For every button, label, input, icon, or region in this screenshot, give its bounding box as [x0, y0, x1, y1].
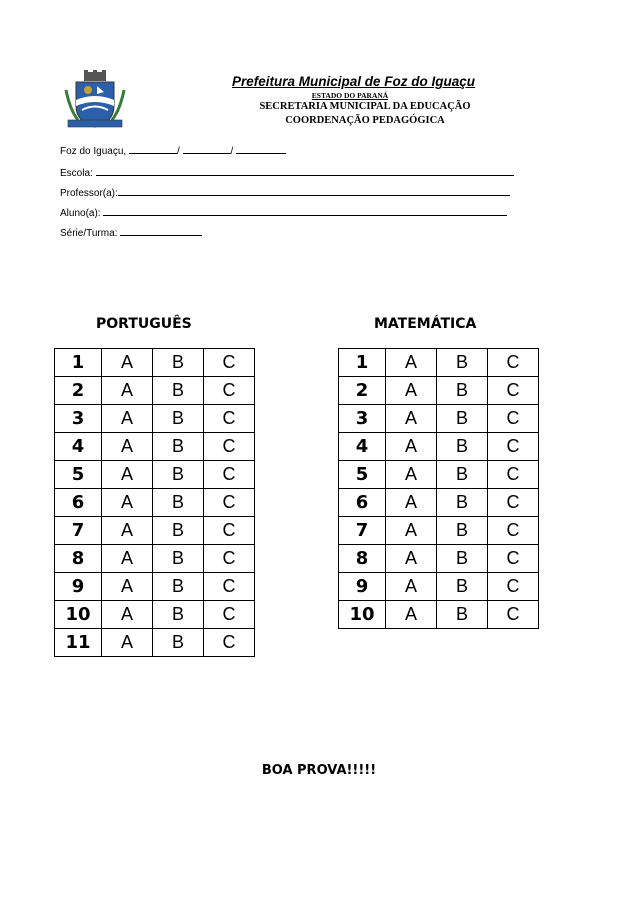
- portugues-title: PORTUGUÊS: [96, 316, 192, 332]
- question-number: 9: [55, 573, 102, 601]
- answer-option[interactable]: C: [488, 573, 539, 601]
- answer-option[interactable]: A: [386, 517, 437, 545]
- year-blank[interactable]: [236, 144, 286, 154]
- question-number: 1: [339, 349, 386, 377]
- answer-option[interactable]: B: [153, 349, 204, 377]
- answer-option[interactable]: A: [386, 461, 437, 489]
- date-field: [60, 144, 286, 157]
- answer-row: [339, 377, 539, 405]
- answer-option[interactable]: C: [204, 349, 255, 377]
- answer-row: [339, 433, 539, 461]
- question-number: 4: [55, 433, 102, 461]
- answer-option[interactable]: B: [153, 601, 204, 629]
- answer-option[interactable]: C: [204, 433, 255, 461]
- answer-row: [339, 489, 539, 517]
- answer-row: [55, 545, 255, 573]
- answer-row: [339, 573, 539, 601]
- question-number: 7: [339, 517, 386, 545]
- answer-option[interactable]: B: [153, 433, 204, 461]
- matematica-title: MATEMÁTICA: [374, 316, 477, 332]
- student-label: Aluno(a):: [60, 208, 101, 219]
- answer-row: [55, 461, 255, 489]
- farewell-message: BOA PROVA!!!!!: [261, 763, 377, 778]
- answer-row: [339, 545, 539, 573]
- student-blank[interactable]: [103, 206, 507, 216]
- question-number: 9: [339, 573, 386, 601]
- answer-option[interactable]: A: [386, 545, 437, 573]
- answer-option[interactable]: A: [102, 405, 153, 433]
- answer-option[interactable]: A: [386, 573, 437, 601]
- answer-option[interactable]: B: [437, 461, 488, 489]
- coat-of-arms-icon: [64, 70, 126, 130]
- answer-row: [55, 377, 255, 405]
- school-label: Escola:: [60, 168, 93, 179]
- question-number: 8: [55, 545, 102, 573]
- teacher-field: [60, 186, 510, 199]
- answer-row: [55, 433, 255, 461]
- month-blank[interactable]: [183, 144, 231, 154]
- date-separator: /: [176, 146, 180, 157]
- question-number: 5: [55, 461, 102, 489]
- answer-option[interactable]: B: [153, 405, 204, 433]
- answer-option[interactable]: B: [153, 461, 204, 489]
- school-blank[interactable]: [96, 166, 514, 176]
- grade-field: [60, 226, 202, 239]
- question-number: 2: [55, 377, 102, 405]
- answer-option[interactable]: A: [102, 545, 153, 573]
- answer-option[interactable]: C: [204, 517, 255, 545]
- answer-option[interactable]: A: [386, 601, 437, 629]
- question-number: 10: [339, 601, 386, 629]
- answer-option[interactable]: C: [488, 489, 539, 517]
- answer-row: [55, 573, 255, 601]
- answer-option[interactable]: B: [153, 517, 204, 545]
- answer-option[interactable]: A: [102, 377, 153, 405]
- answer-row: [339, 405, 539, 433]
- answer-row: [339, 601, 539, 629]
- answer-option[interactable]: B: [153, 489, 204, 517]
- answer-option[interactable]: A: [102, 629, 153, 657]
- answer-option[interactable]: B: [153, 573, 204, 601]
- question-number: 7: [55, 517, 102, 545]
- answer-option[interactable]: B: [437, 517, 488, 545]
- teacher-label: Professor(a):: [60, 188, 118, 199]
- day-blank[interactable]: [129, 144, 177, 154]
- answer-option[interactable]: C: [204, 489, 255, 517]
- answer-option[interactable]: C: [488, 601, 539, 629]
- answer-option[interactable]: C: [204, 545, 255, 573]
- answer-row: [55, 405, 255, 433]
- city-label: Foz do Iguaçu,: [60, 146, 127, 157]
- answer-option[interactable]: C: [488, 405, 539, 433]
- answer-option[interactable]: B: [437, 405, 488, 433]
- answer-option[interactable]: A: [102, 573, 153, 601]
- answer-option[interactable]: C: [488, 461, 539, 489]
- answer-option[interactable]: B: [153, 545, 204, 573]
- answer-option[interactable]: C: [488, 545, 539, 573]
- answer-option[interactable]: C: [204, 461, 255, 489]
- answer-option[interactable]: B: [437, 545, 488, 573]
- page-title: Prefeitura Municipal de Foz do Iguaçu: [232, 74, 476, 89]
- answer-option[interactable]: B: [153, 377, 204, 405]
- answer-option[interactable]: A: [102, 489, 153, 517]
- date-separator: /: [230, 146, 234, 157]
- answer-option[interactable]: B: [437, 349, 488, 377]
- answer-option[interactable]: B: [437, 601, 488, 629]
- question-number: 3: [55, 405, 102, 433]
- answer-row: [55, 601, 255, 629]
- answer-option[interactable]: C: [204, 377, 255, 405]
- answer-option[interactable]: A: [102, 517, 153, 545]
- question-number: 6: [339, 489, 386, 517]
- portugues-answer-table: [54, 348, 255, 657]
- question-number: 1: [55, 349, 102, 377]
- question-number: 8: [339, 545, 386, 573]
- answer-row: [55, 629, 255, 657]
- question-number: 10: [55, 601, 102, 629]
- answer-option[interactable]: A: [102, 433, 153, 461]
- question-number: 2: [339, 377, 386, 405]
- school-field: [60, 166, 514, 179]
- answer-option[interactable]: C: [204, 573, 255, 601]
- secretariat-label: SECRETARIA MUNICIPAL DA EDUCAÇÃO: [259, 101, 471, 112]
- teacher-blank[interactable]: [118, 186, 510, 196]
- answer-option[interactable]: C: [204, 629, 255, 657]
- grade-blank[interactable]: [120, 226, 202, 236]
- answer-option[interactable]: C: [488, 517, 539, 545]
- answer-option[interactable]: C: [488, 349, 539, 377]
- answer-row: [339, 349, 539, 377]
- answer-option[interactable]: B: [437, 573, 488, 601]
- answer-row: [339, 517, 539, 545]
- answer-option[interactable]: B: [437, 433, 488, 461]
- answer-option[interactable]: A: [102, 461, 153, 489]
- question-number: 3: [339, 405, 386, 433]
- answer-option[interactable]: B: [437, 377, 488, 405]
- answer-row: [339, 461, 539, 489]
- answer-option[interactable]: C: [488, 377, 539, 405]
- answer-row: [55, 349, 255, 377]
- answer-option[interactable]: C: [488, 433, 539, 461]
- answer-option[interactable]: A: [386, 377, 437, 405]
- student-field: [60, 206, 507, 219]
- state-label: ESTADO DO PARANÁ: [311, 91, 389, 100]
- answer-option[interactable]: A: [386, 349, 437, 377]
- question-number: 5: [339, 461, 386, 489]
- answer-option[interactable]: C: [204, 601, 255, 629]
- coordination-label: COORDENAÇÃO PEDAGÓGICA: [285, 115, 445, 126]
- question-number: 4: [339, 433, 386, 461]
- answer-row: [55, 517, 255, 545]
- question-number: 11: [55, 629, 102, 657]
- answer-option[interactable]: A: [102, 349, 153, 377]
- answer-row: [55, 489, 255, 517]
- grade-label: Série/Turma:: [60, 228, 118, 239]
- answer-option[interactable]: A: [386, 405, 437, 433]
- answer-option[interactable]: A: [386, 433, 437, 461]
- answer-option[interactable]: A: [386, 489, 437, 517]
- answer-option[interactable]: A: [102, 601, 153, 629]
- answer-option[interactable]: B: [437, 489, 488, 517]
- question-number: 6: [55, 489, 102, 517]
- answer-option[interactable]: C: [204, 405, 255, 433]
- answer-option[interactable]: B: [153, 629, 204, 657]
- matematica-answer-table: [338, 348, 539, 629]
